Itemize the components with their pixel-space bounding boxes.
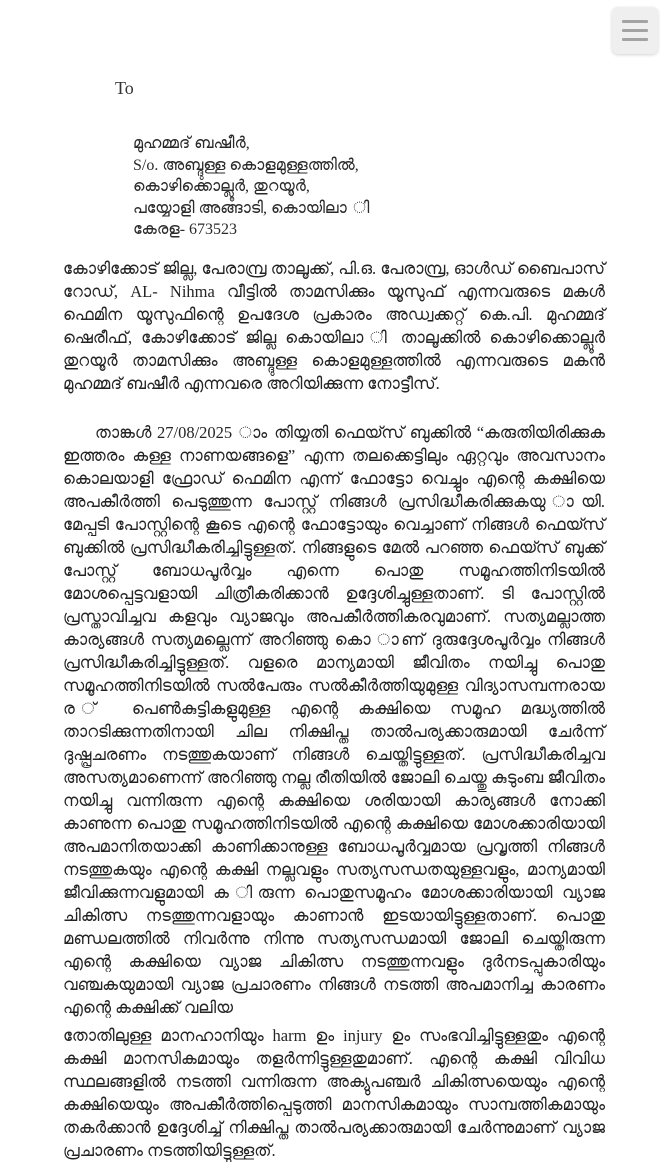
recipient-address — [133, 133, 605, 241]
salutation: To — [115, 78, 134, 98]
address-line-state-pin: കേരള- 673523 — [133, 221, 238, 238]
address-line-town: പയ്യോളി അങ്ങാടി, കൊയിലാ ി — [133, 199, 370, 217]
address-line-name: മുഹമ്മദ് ബഷീർ, — [133, 135, 250, 152]
intro-paragraph: കോഴിക്കോട് ജില്ല, പേരാമ്പ്ര താലൂക്ക്, പി.ഒ. പേരാമ്പ്ര, ഓൾഡ് ബൈപാസ് റോഡ്, AL- Nihma വീട്ടിൽ താമസിക്കും യൂസുഫ് എന്നവരുടെ മകൾ ഫെമിന യൂസുഫിന്റെ ഉപദേശ പ്രകാരം അഡ്വക്കറ്റ് കെ.പി. മുഹമ്മദ് ഷെരീഫ്, കോഴിക്കോട് ജില്ല കൊയിലാ ി താലൂക്കിൽ കൊഴിക്കൊല്ലൂർ തുറയൂർ താമസിക്കും അബ്ദുള്ള കൊളമുള്ളത്തിൽ എന്നവരുടെ മകൻ മുഹമ്മദ് ബഷീർ എന്നവരെ അറിയിക്കുന്ന നോട്ടീസ്. — [63, 258, 605, 393]
closing-paragraph: തോതിലുള്ള മാനഹാനിയും harm ഉം injury ഉം സംഭവിച്ചിട്ടുള്ളതും എന്റെ കക്ഷി മാനസികമായും തളർന്നിട്ടുള്ളതുമാണ്. എന്റെ കക്ഷി വിവിധ സ്ഥലങ്ങളിൽ നടത്തി വന്നിരുന്ന അക്യുപഞ്ചർ ചികിത്സയെയും എന്റെ കക്ഷിയെയും അപകീർത്തിപ്പെടുത്തി മാനസികമായും സാമ്പത്തികമായും തകർക്കാൻ ഉദ്ദേശിച്ച് നിക്ഷിപ്ത താൽപര്യക്കാരുമായി ചേർന്നുമാണ് വ്യാജ പ്രചാരണം നടത്തിയിട്ടുള്ളത്. — [63, 1025, 605, 1160]
body-paragraph: താങ്കൾ 27/08/2025 ാം തിയ്യതി ഫെയ്സ് ബുക്കിൽ “കരുതിയിരിക്കുക ഇത്തരം കള്ള നാണയങ്ങളെ” എന്ന തലക്കെട്ടിലും ഏറ്റവും അവസാനം കൊലയാളി ഫ്രോഡ് ഫെമിന എന്ന് ഫോട്ടോ വെച്ചും എന്റെ കക്ഷിയെ അപകീർത്തി പെടുത്തുന്ന പോസ്റ്റ് നിങ്ങൾ പ്രസിദ്ധീകരിക്കുകയു ായി. മേപ്പടി പോസ്റ്റിന്റെ കൂടെ എന്റെ ഫോട്ടോയും വെച്ചാണ് നിങ്ങൾ ഫെയ്സ് ബുക്കിൽ പ്രസിദ്ധീകരിച്ചിട്ടുള്ളത്. നിങ്ങളുടെ മേൽ പറഞ്ഞ ഫെയ്സ് ബുക്ക് പോസ്റ്റ് ബോധപൂർവ്വം എന്നെ പൊതു സമൂഹത്തിനിടയിൽ മോശപ്പെട്ടവളായി ചിത്രീകരിക്കാൻ ഉദ്ദേശിച്ചുള്ളതാണ്. ടി പോസ്റ്റിൽ പ്രസ്താവിച്ചവ കളവും വ്യാജവും അപകീർത്തികരവുമാണ്. സത്യമല്ലാത്ത കാര്യങ്ങൾ സത്യമല്ലെന്ന് അറിഞ്ഞു കൊ ാണ് ദുരുദ്ദേശപൂർവ്വം നിങ്ങൾ പ്രസിദ്ധീകരിച്ചിട്ടുള്ളത്. വളരെ മാന്യമായി ജീവിതം നയിച്ചു പൊതു സമൂഹത്തിനിടയിൽ സൽപേരും സൽകീർത്തിയുമുള്ള വിദ്യാസമ്പന്നരായ ര ് പെൺകുട്ടികളുമുള്ള എന്റെ കക്ഷിയെ സമൂഹ മദ്ധ്യത്തിൽ താറടിക്കുന്നതിനായി ചില നിക്ഷിപ്ത താൽപര്യക്കാരുമായി ചേർന്ന് ദുഷ്പ്രചരണം നടത്തുകയാണ് നിങ്ങൾ ചെയ്തിട്ടുള്ളത്. പ്രസിദ്ധീകരിച്ചവ അസത്യമാണെന്ന് അറിഞ്ഞു നല്ല രീതിയിൽ ജോലി ചെയ്തു കുടുംബ ജീവിതം നയിച്ചു വന്നിരുന്ന എന്റെ കക്ഷിയെ ശരിയായി കാര്യങ്ങൾ നോക്കി കാണുന്ന പൊതു സമൂഹത്തിനിടയിൽ എന്റെ കക്ഷിയെ മോശക്കാരിയായി അപമാനിതയാക്കി കാണിക്കാനുള്ള ബോധപൂർവ്വമായ പ്രവൃത്തി നിങ്ങൾ നടത്തുകയും എന്റെ കക്ഷി നല്ലവളും സത്യസന്ധതയുള്ളവളും, മാന്യമായി ജീവിക്കുന്നവളുമായി ക ിരുന്ന പൊതുസമൂഹം മോശക്കാരിയായി വ്യാജ ചികിത്സ നടത്തുന്നവളായും കാണാൻ ഇടയായിട്ടുള്ളതാണ്. പൊതു മണ്ഡലത്തിൽ നിവർന്നു നിന്നു സത്യസന്ധമായി ജോലി ചെയ്തിരുന്ന എന്റെ കക്ഷിയെ വ്യാജ ചികിത്സ നടത്തുന്നവളും ദുർനടപ്പുകാരിയും വഞ്ചകയുമായി വ്യാജ പ്രചാരണം നിങ്ങൾ നടത്തി അപമാനിച്ച കാരണം എന്റെ കക്ഷിക്ക് വലിയ — [63, 422, 605, 1017]
address-line-locality: കൊഴിക്കൊല്ലൂർ, തുറയൂർ, — [133, 178, 310, 195]
address-line-parent: S/o. അബ്ദുള്ള കൊളമുള്ളത്തിൽ, — [133, 156, 359, 174]
